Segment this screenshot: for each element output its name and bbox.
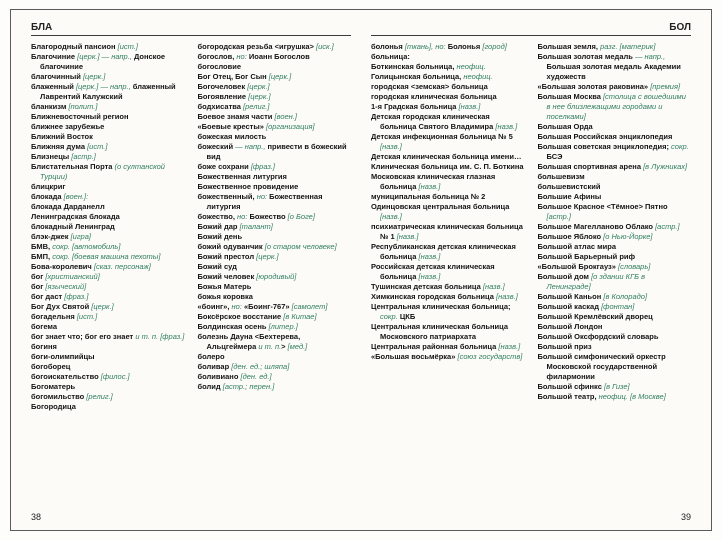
dictionary-entry: Болдинская осень [литер.] [197, 322, 298, 331]
dictionary-entry: бог [языческий] [31, 282, 87, 291]
dictionary-entry: Московская клиническая глазная больница [назв.] [371, 172, 496, 191]
dictionary-entry: Божий день [197, 232, 243, 241]
dictionary-entry: Боевое знамя части [воен.] [197, 112, 297, 121]
dictionary-entry: БМП, сокр. [боевая машина пехоты] [31, 252, 161, 261]
dictionary-entry: Российская детская клиническая больница [назв.] [371, 262, 495, 281]
dictionary-entry: божественный, но: Божественная литургия [197, 192, 323, 211]
dictionary-entry: городская клиническая больница [371, 92, 497, 101]
dictionary-entry: Большой приз [537, 342, 592, 351]
dictionary-entry: боги-олимпийцы [31, 352, 95, 361]
left-page [31, 22, 351, 522]
dictionary-entry: блицкриг [31, 182, 66, 191]
dictionary-entry: ближнее зарубежье [31, 122, 105, 131]
dictionary-entry: богомильство [религ.] [31, 392, 113, 401]
dictionary-entry: бодхисатва [религ.] [197, 102, 270, 111]
dictionary-entry: Божий дар [талант] [197, 222, 273, 231]
dictionary-entry: богословие [197, 62, 242, 71]
dictionary-entry: Большой театр, неофиц. [в Москве] [537, 392, 666, 401]
dictionary-entry: Бог Отец, Бог Сын [церк.] [197, 72, 292, 81]
dictionary-entry: боливар [ден. ед.; шляпа] [197, 362, 290, 371]
dictionary-entry: муниципальная больница № 2 [371, 192, 486, 201]
dictionary-entry: Божий человек [юродивый] [197, 272, 297, 281]
dictionary-entry: Голицынская больница, неофиц. [371, 72, 493, 81]
right-page-footer [371, 507, 691, 522]
dictionary-entry: «Большой Брокгауз» [словарь] [537, 262, 651, 271]
running-head-right: БОЛ [669, 22, 691, 33]
dictionary-entry: Республиканская детская клиническая больница [назв.] [371, 242, 516, 261]
left-page-columns [31, 42, 351, 507]
dictionary-entry: Большое Магелланово Облако [астр.] [537, 222, 680, 231]
right-page [371, 22, 691, 522]
page-number: 39 [680, 512, 691, 522]
running-head-left: БЛА [31, 22, 53, 33]
dictionary-entry: боже сохрани [фраз.] [197, 162, 275, 171]
dictionary-entry: болеро [197, 352, 225, 361]
right-page-header [371, 22, 691, 36]
dictionary-entry: Благородный пансион [ист.] [31, 42, 138, 51]
dictionary-entry: Большой сфинкс [в Гизе] [537, 382, 630, 391]
dictionary-entry: Богородица [31, 402, 76, 411]
dictionary-entry: богема [31, 322, 58, 331]
dictionary-entry: Большие Афины [537, 192, 602, 201]
dictionary-entry: «Большая восьмёрка» [союз государств] [371, 352, 523, 361]
dictionary-entry: блэк-джек [игра] [31, 232, 91, 241]
page-frame [10, 9, 712, 531]
dictionary-entry: богородская резьба <игрушка> [иск.] [197, 42, 334, 51]
dictionary-entry: Большой Каньон [в Колорадо] [537, 292, 648, 301]
dictionary-entry: Божий суд [197, 262, 237, 271]
dictionary-entry: «Большая золотая раковина» [премия] [537, 82, 681, 91]
dictionary-entry: бог знает что; бог его знает и т. п. [фраз.] [31, 332, 185, 341]
dictionary-entry: больница: [371, 52, 410, 61]
dictionary-entry: Благочиние [церк.] — напр., Донское благочиние [31, 52, 166, 71]
dictionary-entry: Большой Оксфордский словарь [537, 332, 659, 341]
dictionary-entry: блаженный [церк.] — напр., блаженный Лаврентий Калужский [31, 82, 176, 101]
dictionary-entry: божья коровка [197, 292, 253, 301]
dictionary-entry: богадельня [ист.] [31, 312, 98, 321]
dictionary-entry: богослов, но: Иоанн Богослов [197, 52, 310, 61]
dictionary-entry: Близнецы [астр.] [31, 152, 96, 161]
dictionary-entry: божий одуванчик [о старом человеке] [197, 242, 337, 251]
dictionary-entry: Боксёрское восстание [в Китае] [197, 312, 317, 321]
dictionary-entry: божество, но: Божество [о Боге] [197, 212, 315, 221]
dictionary-entry: Блистательная Порта (о султанской Турции) [31, 162, 165, 181]
dictionary-entry: Большой дом [о здании КГБ в Ленинграде] [537, 272, 646, 291]
dictionary-entry: Центральная районная больница [назв.] [371, 342, 521, 351]
dictionary-entry: Одинцовская центральная больница [назв.] [371, 202, 510, 221]
left-page-footer [31, 507, 351, 522]
dictionary-entry: бланкизм [полит.] [31, 102, 98, 111]
dictionary-entry: божеская милость [197, 132, 267, 141]
dictionary-entry: Большой симфонический оркестр Московской государственной филармонии [537, 352, 666, 381]
dictionary-entry: благочинный [церк.] [31, 72, 106, 81]
dictionary-entry: Бова-королевич [сказ. персонаж] [31, 262, 151, 271]
dictionary-entry: болид [астр.; перен.] [197, 382, 275, 391]
dictionary-entry: большевизм [537, 172, 585, 181]
dictionary-entry: Ближневосточный регион [31, 112, 129, 121]
dictionary-entry: Бог Дух Святой [церк.] [31, 302, 114, 311]
dictionary-column [31, 42, 185, 507]
dictionary-entry: Большой атлас мира [537, 242, 617, 251]
dictionary-entry: городская <земская> больница [371, 82, 488, 91]
dictionary-entry: бог даст [фраз.] [31, 292, 89, 301]
dictionary-entry: 1-я Градская больница [назв.] [371, 102, 481, 111]
dictionary-entry: Божья Матерь [197, 282, 252, 291]
dictionary-entry: блокадный Ленинград [31, 222, 115, 231]
dictionary-entry: Большой Кремлёвский дворец [537, 312, 653, 321]
dictionary-entry: Большая советская энциклопедия; сокр. БСЭ [537, 142, 689, 161]
dictionary-entry: божеский — напр., привести в божеский вид [197, 142, 347, 161]
page-number: 38 [31, 512, 42, 522]
dictionary-column [371, 42, 525, 507]
dictionary-entry: болонья [ткань], но: Болонья [город] [371, 42, 507, 51]
dictionary-entry: Ленинградская блокада [31, 212, 120, 221]
dictionary-column [198, 42, 352, 507]
dictionary-entry: «боинг», но: «Боинг-767» [самолет] [197, 302, 328, 311]
dictionary-entry: Ближняя дума [ист.] [31, 142, 108, 151]
dictionary-entry: Большой Барьерный риф [537, 252, 636, 261]
dictionary-entry: бог [христианский] [31, 272, 100, 281]
dictionary-entry: психиатрическая клиническая больница № 1 [назв.] [371, 222, 523, 241]
dictionary-entry: богоискательство [филос.] [31, 372, 130, 381]
dictionary-entry: Большая золотая медаль — напр., Большая золотая медаль Академии художеств [537, 52, 681, 81]
dictionary-entry: Большая Москва [столица с вошедшими в нее близлежащими городами и поселками] [537, 92, 686, 121]
dictionary-entry: Большая земля, разг. [материк] [537, 42, 656, 51]
dictionary-entry: Богоявление [церк.] [197, 92, 271, 101]
dictionary-entry: богоборец [31, 362, 71, 371]
dictionary-entry: «Боевые кресты» [организация] [197, 122, 315, 131]
dictionary-entry: Химкинская городская больница [назв.] [371, 292, 518, 301]
dictionary-entry: блокада [воен.]: [31, 192, 89, 201]
left-page-header [31, 22, 351, 36]
dictionary-entry: Боткинская больница, неофиц. [371, 62, 486, 71]
dictionary-entry: Детская клиническая больница имени… [371, 152, 522, 161]
dictionary-entry: Детская инфекционная больница № 5 [назв.] [371, 132, 513, 151]
dictionary-entry: Большая Российская энциклопедия [537, 132, 673, 141]
dictionary-column [538, 42, 692, 507]
dictionary-entry: Богочеловек [церк.] [197, 82, 270, 91]
dictionary-entry: Ближний Восток [31, 132, 93, 141]
dictionary-entry: Божественная литургия [197, 172, 287, 181]
dictionary-entry: БМВ, сокр. [автомобиль] [31, 242, 121, 251]
dictionary-entry: Божий престол [церк.] [197, 252, 279, 261]
dictionary-entry: богиня [31, 342, 57, 351]
right-page-columns [371, 42, 691, 507]
dictionary-entry: Большая Орда [537, 122, 593, 131]
dictionary-entry: Божественное провидение [197, 182, 299, 191]
dictionary-entry: Центральная клиническая больница; сокр. ЦКБ [371, 302, 511, 321]
dictionary-entry: Центральная клиническая больница Московского патриархата [371, 322, 508, 341]
dictionary-entry: большевистский [537, 182, 601, 191]
dictionary-entry: Детская городская клиническая больница Святого Владимира [назв.] [371, 112, 518, 131]
dictionary-entry: боливиано [ден. ед.] [197, 372, 272, 381]
dictionary-entry: Большое Красное <Тёмное> Пятно [астр.] [537, 202, 668, 221]
dictionary-entry: Большой Лондон [537, 322, 603, 331]
dictionary-entry: Большая спортивная арена [в Лужниках] [537, 162, 688, 171]
dictionary-entry: Клиническая больница им. С. П. Боткина [371, 162, 524, 171]
dictionary-entry: Большое Яблоко [о Нью-Йорке] [537, 232, 653, 241]
dictionary-entry: Тушинская детская больница [назв.] [371, 282, 505, 291]
dictionary-entry: блокада Дарданелл [31, 202, 105, 211]
dictionary-entry: Большой каскад [фонтан] [537, 302, 635, 311]
dictionary-entry: Богоматерь [31, 382, 76, 391]
dictionary-entry: болезнь Дауна <Бехтерева, Альцгеймера и т. п.> [мед.] [197, 332, 308, 351]
